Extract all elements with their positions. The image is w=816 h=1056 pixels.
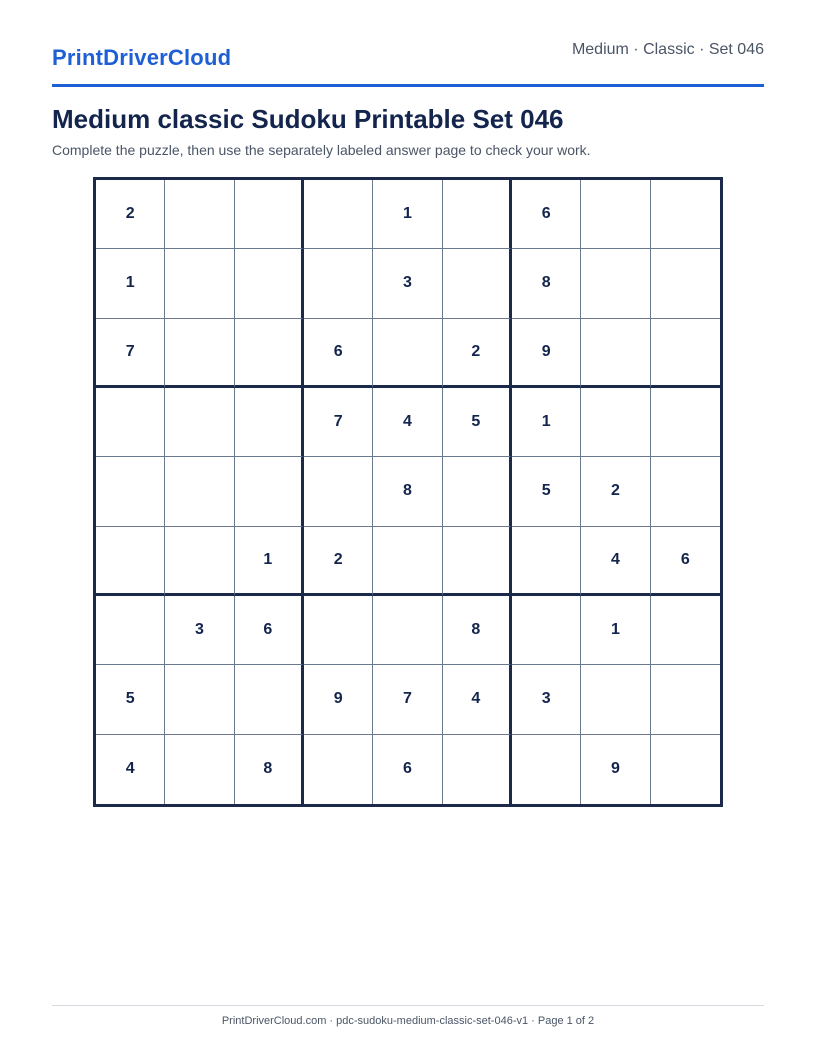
sudoku-cell: 5 xyxy=(96,665,165,734)
sudoku-cell[interactable] xyxy=(235,665,304,734)
sudoku-cell[interactable] xyxy=(651,319,720,388)
sudoku-cell: 6 xyxy=(373,735,442,804)
sudoku-cell: 2 xyxy=(443,319,512,388)
page-footer xyxy=(52,1005,764,1027)
sudoku-cell: 4 xyxy=(373,388,442,457)
sudoku-cell[interactable] xyxy=(651,388,720,457)
sudoku-cell[interactable] xyxy=(165,249,234,318)
sudoku-cell[interactable] xyxy=(235,180,304,249)
sudoku-cell: 2 xyxy=(581,457,650,526)
sudoku-cell: 3 xyxy=(165,596,234,665)
footer-text: PrintDriverCloud.com · pdc-sudoku-medium-classic-set-046-v1 · Page 1 of 2 xyxy=(221,1015,595,1027)
sudoku-cell: 7 xyxy=(304,388,373,457)
sudoku-cell[interactable] xyxy=(651,665,720,734)
sudoku-cell: 5 xyxy=(512,457,581,526)
sudoku-cell: 2 xyxy=(304,527,373,596)
sudoku-cell[interactable] xyxy=(304,596,373,665)
sudoku-cell[interactable] xyxy=(96,527,165,596)
sudoku-cell: 1 xyxy=(373,180,442,249)
sudoku-cell[interactable] xyxy=(443,457,512,526)
sudoku-cell[interactable] xyxy=(373,319,442,388)
sudoku-cell: 1 xyxy=(96,249,165,318)
sudoku-cell[interactable] xyxy=(165,180,234,249)
puzzle-meta: Medium · Classic · Set 046 xyxy=(571,41,764,58)
sudoku-cell[interactable] xyxy=(581,665,650,734)
sudoku-cell[interactable] xyxy=(651,596,720,665)
page-subtitle: Complete the puzzle, then use the separately labeled answer page to check your work. xyxy=(52,142,591,158)
sudoku-cell: 5 xyxy=(443,388,512,457)
sudoku-cell: 8 xyxy=(235,735,304,804)
sudoku-cell: 8 xyxy=(373,457,442,526)
sudoku-cell[interactable] xyxy=(651,249,720,318)
brand-logo-text[interactable]: PrintDriverCloud xyxy=(52,45,232,70)
sudoku-cell: 7 xyxy=(373,665,442,734)
sudoku-cell[interactable] xyxy=(304,735,373,804)
sudoku-cell: 6 xyxy=(512,180,581,249)
sudoku-cell[interactable] xyxy=(165,388,234,457)
sudoku-cell[interactable] xyxy=(581,319,650,388)
sudoku-cell[interactable] xyxy=(651,180,720,249)
page-title: Medium classic Sudoku Printable Set 046 xyxy=(52,104,564,134)
sudoku-cell[interactable] xyxy=(581,180,650,249)
sudoku-cell[interactable] xyxy=(235,319,304,388)
sudoku-cell: 2 xyxy=(96,180,165,249)
sudoku-cell: 7 xyxy=(96,319,165,388)
sudoku-cell: 4 xyxy=(581,527,650,596)
sudoku-cell[interactable] xyxy=(373,596,442,665)
sudoku-cell: 1 xyxy=(581,596,650,665)
sudoku-cell: 6 xyxy=(235,596,304,665)
sudoku-cell[interactable] xyxy=(304,457,373,526)
sudoku-cell[interactable] xyxy=(165,665,234,734)
sudoku-cell: 3 xyxy=(373,249,442,318)
sudoku-cell: 6 xyxy=(304,319,373,388)
sudoku-cell[interactable] xyxy=(165,457,234,526)
sudoku-cell: 4 xyxy=(443,665,512,734)
sudoku-cell: 1 xyxy=(512,388,581,457)
sudoku-cell[interactable] xyxy=(165,527,234,596)
sudoku-cell[interactable] xyxy=(373,527,442,596)
sudoku-cell[interactable] xyxy=(235,249,304,318)
sudoku-cell[interactable] xyxy=(651,735,720,804)
sudoku-cell: 8 xyxy=(443,596,512,665)
sudoku-cell[interactable] xyxy=(96,596,165,665)
sudoku-cell: 1 xyxy=(235,527,304,596)
sudoku-cell: 3 xyxy=(512,665,581,734)
sudoku-cell[interactable] xyxy=(304,180,373,249)
sudoku-cell: 9 xyxy=(512,319,581,388)
sudoku-cell: 8 xyxy=(512,249,581,318)
sudoku-cell[interactable] xyxy=(235,388,304,457)
sudoku-grid xyxy=(93,177,723,807)
sudoku-cell[interactable] xyxy=(165,735,234,804)
sudoku-cell[interactable] xyxy=(443,527,512,596)
sudoku-cell[interactable] xyxy=(512,596,581,665)
page-header xyxy=(52,40,764,87)
sudoku-cell[interactable] xyxy=(443,180,512,249)
sudoku-cell[interactable] xyxy=(443,249,512,318)
sudoku-cell[interactable] xyxy=(96,388,165,457)
sudoku-cell: 6 xyxy=(651,527,720,596)
sudoku-cell[interactable] xyxy=(512,735,581,804)
sudoku-cell: 9 xyxy=(304,665,373,734)
sudoku-cell[interactable] xyxy=(512,527,581,596)
sudoku-cell[interactable] xyxy=(96,457,165,526)
sudoku-cell[interactable] xyxy=(304,249,373,318)
sudoku-cell[interactable] xyxy=(581,249,650,318)
sudoku-cell[interactable] xyxy=(581,388,650,457)
sudoku-cell: 4 xyxy=(96,735,165,804)
sudoku-cell: 9 xyxy=(581,735,650,804)
sudoku-cell[interactable] xyxy=(165,319,234,388)
sudoku-cell[interactable] xyxy=(235,457,304,526)
sudoku-cell[interactable] xyxy=(443,735,512,804)
sudoku-cell[interactable] xyxy=(651,457,720,526)
